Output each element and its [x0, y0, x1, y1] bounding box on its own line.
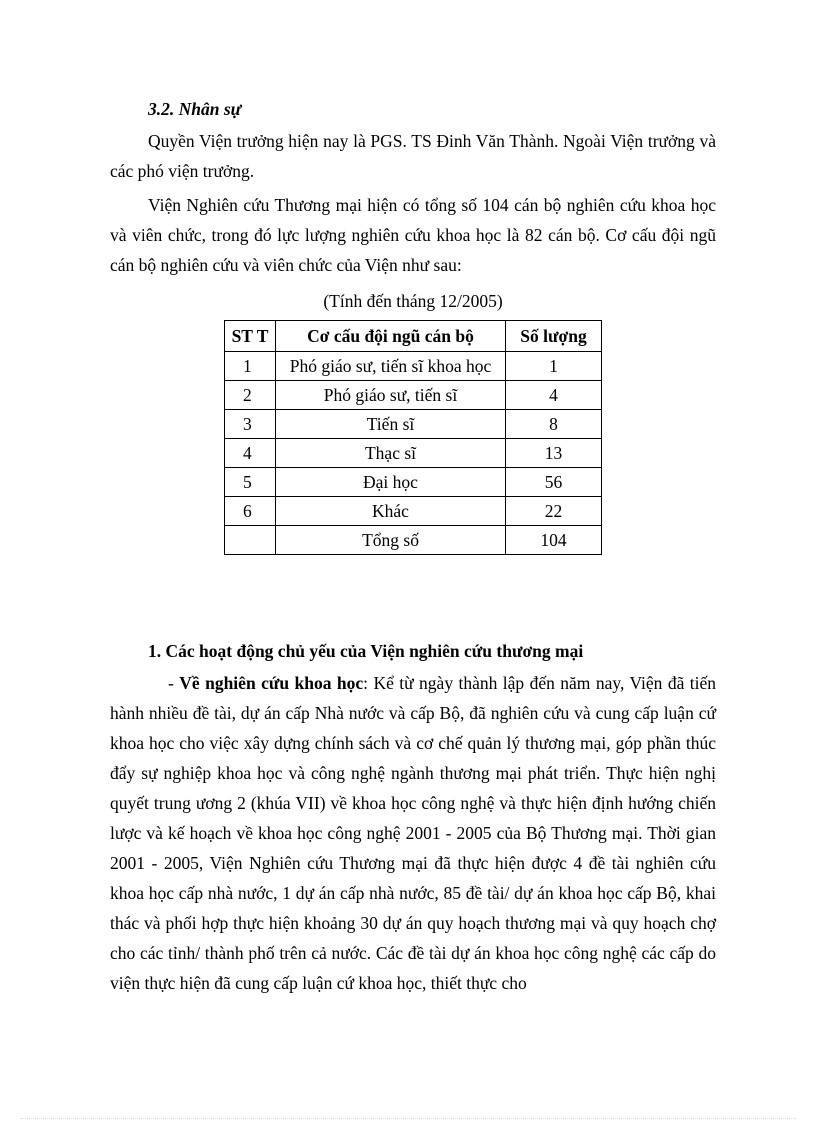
lead-prefix: - — [168, 673, 180, 693]
table-row — [225, 497, 602, 526]
row-stt: 2 — [225, 381, 276, 410]
row-category: Đại học — [276, 468, 506, 497]
row-stt: 4 — [225, 439, 276, 468]
table-row — [225, 410, 602, 439]
row-count: 8 — [506, 410, 602, 439]
table-header-row — [225, 321, 602, 352]
activities-heading: 1. Các hoạt động chủ yếu của Viện nghiên cứu thương mại — [148, 641, 584, 661]
staff-structure-table — [224, 320, 602, 555]
paragraph-director: Quyền Viện trưởng hiện nay là PGS. TS Đinh Văn Thành. Ngoài Viện trưởng và các phó viện trưởng. — [110, 131, 716, 181]
header-count: Số lượng — [506, 321, 602, 352]
row-count: 1 — [506, 352, 602, 381]
row-category: Tiến sĩ — [276, 410, 506, 439]
research-body: : Kể từ ngày thành lập đến năm nay, Viện đã tiến hành nhiều đề tài, dự án cấp Nhà nước và cấp Bộ, đã nghiên cứu và cung cấp luận cứ khoa học cho việc xây dựng chính sách và cơ chế quản lý thương mại, góp phần thúc đẩy sự nghiệp khoa học và công nghệ ngành thương mại phát triển. Thực hiện nghị quyết trung ương 2 (khúa VII) về khoa học công nghệ và thực hiện định hướng chiến lược và kế hoạch về khoa học công nghệ 2001 - 2005 của Bộ Thương mại. Thời gian 2001 - 2005, Viện Nghiên cứu Thương mại đã thực hiện được 4 đề tài nghiên cứu khoa học cấp nhà nước, 1 dự án cấp nhà nước, 85 đề tài/ dự án khoa học cấp Bộ, khai thác và phối hợp thực hiện khoảng 30 dự án quy hoạch thương mại và quy hoạch chợ cho các tỉnh/ thành phố trên cả nước. Các đề tài dự án khoa học công nghệ các cấp do viện thực hiện đã cung cấp luận cứ khoa học, thiết thực cho — [110, 673, 717, 993]
header-stt: ST T — [225, 321, 276, 352]
row-count: 13 — [506, 439, 602, 468]
row-stt: 3 — [225, 410, 276, 439]
row-category: Phó giáo sư, tiến sĩ — [276, 381, 506, 410]
row-category: Thạc sĩ — [276, 439, 506, 468]
header-category: Cơ cấu đội ngũ cán bộ — [276, 321, 506, 352]
total-value: 104 — [506, 526, 602, 555]
total-stt-empty — [225, 526, 276, 555]
table-row — [225, 352, 602, 381]
table-row — [225, 439, 602, 468]
row-stt: 6 — [225, 497, 276, 526]
table-caption: (Tính đến tháng 12/2005) — [323, 291, 503, 311]
table-row — [225, 381, 602, 410]
row-category: Phó giáo sư, tiến sĩ khoa học — [276, 352, 506, 381]
lead-bold: Về nghiên cứu khoa học — [179, 673, 364, 693]
row-count: 4 — [506, 381, 602, 410]
page-bottom-divider — [20, 1118, 796, 1119]
row-count: 56 — [506, 468, 602, 497]
paragraph-staff-summary: Viện Nghiên cứu Thương mại hiện có tổng số 104 cán bộ nghiên cứu khoa học và viên chức, trong đó lực lượng nghiên cứu khoa học là 82 cán bộ. Cơ cấu đội ngũ cán bộ nghiên cứu và viên chức của Viện như sau: — [110, 195, 716, 275]
paragraph-research — [110, 668, 716, 998]
total-label: Tổng số — [276, 526, 506, 555]
table-row — [225, 468, 602, 497]
row-count: 22 — [506, 497, 602, 526]
row-category: Khác — [276, 497, 506, 526]
table-total-row — [225, 526, 602, 555]
section-heading: 3.2. Nhân sự — [148, 99, 242, 119]
row-stt: 1 — [225, 352, 276, 381]
row-stt: 5 — [225, 468, 276, 497]
